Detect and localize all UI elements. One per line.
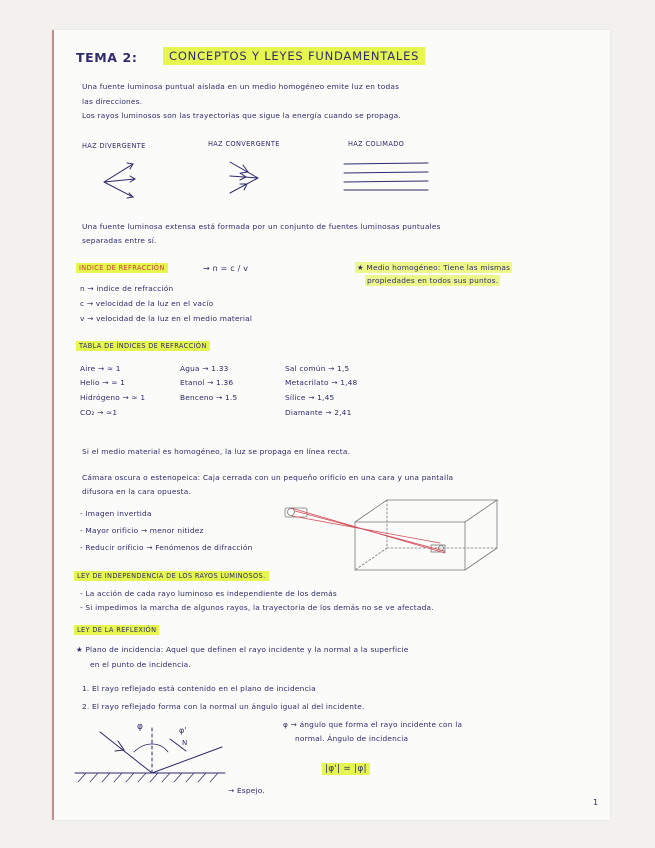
- tabla-item: Diamante → 2,41: [285, 408, 352, 417]
- phi-label: φ: [137, 722, 144, 732]
- indice-def-c: c → velocidad de la luz en el vacío: [80, 299, 214, 308]
- reflexion-label: LEY DE LA REFLEXIÓN: [74, 627, 159, 634]
- tabla-item: Benceno → 1.5: [180, 393, 238, 402]
- indice-def-v: v → velocidad de la luz en el medio material: [80, 314, 253, 323]
- phi-prime-label: φ': [179, 726, 187, 735]
- beam-label-colimado: HAZ COLIMADO: [348, 140, 405, 148]
- tabla-item: Etanol → 1.36: [180, 378, 234, 387]
- indice-label: INDICE DE REFRACCIÓN: [76, 265, 168, 272]
- mirror-label: → Espejo.: [228, 786, 265, 795]
- indice-def-n: n → indice de refracción: [80, 284, 174, 293]
- recta-statement: Si el medio material es homogéneo, la luz se propaga en línea recta.: [82, 447, 351, 456]
- camara-bullet: - Imagen invertida: [80, 509, 152, 518]
- plano-incidencia-line-1: ★ Plano de incidencia: Aquel que definen el rayo incidente y la normal a la superficie: [76, 645, 409, 654]
- tabla-item: Metacrilato → 1,48: [285, 378, 358, 387]
- independencia-line-2: - Si impedimos la marcha de algunos rayos, la trayectoria de los demás no se ve afectada.: [80, 603, 434, 612]
- phi-definition-2: normal. Ángulo de incidencia: [295, 734, 409, 743]
- plano-incidencia-line-2: en el punto de incidencia.: [90, 660, 191, 669]
- reflection-angle-arc: [152, 744, 168, 752]
- reflexion-law-1: 1. El rayo reflejado está contenido en el plano de incidencia: [82, 684, 316, 693]
- tabla-item: CO₂ → ≈1: [80, 408, 118, 417]
- medio-homogeneo-note-2: propiedades en todos sus puntos.: [367, 276, 499, 285]
- tabla-item: Sal común → 1,5: [285, 364, 350, 373]
- intro-line-2: las direcciones.: [82, 97, 143, 106]
- phi-definition-1: φ → ángulo que forma el rayo incidente con la: [283, 720, 463, 729]
- beam-label-divergente: HAZ DIVERGENTE: [82, 142, 146, 150]
- indice-formula: → n = c / v: [203, 264, 249, 273]
- tabla-item: Aire → ≈ 1: [80, 364, 121, 373]
- tabla-item: Sílice → 1,45: [285, 393, 335, 402]
- beam-label-convergente: HAZ CONVERGENTE: [208, 140, 280, 148]
- extensa-line-1: Una fuente luminosa extensa está formada por un conjunto de fuentes luminosas puntuales: [82, 222, 441, 231]
- camara-line-1: Cámara oscura o estenopeica: Caja cerrada con un pequeño orificio en una cara y una pantalla: [82, 473, 454, 482]
- tabla-item: Agua → 1.33: [180, 364, 229, 373]
- camara-bullet: - Reducir orificio → Fenómenos de difracción: [80, 543, 253, 552]
- intro-line-1: Una fuente luminosa puntual aislada en un medio homogéneo emite luz en todas: [82, 82, 400, 91]
- intro-line-3: Los rayos luminosos son las trayectorias que sigue la energía cuando se propaga.: [82, 111, 401, 120]
- independencia-line-1: - La acción de cada rayo luminoso es independiente de los demás: [80, 589, 337, 598]
- camara-line-2: difusora en la cara opuesta.: [82, 487, 192, 496]
- reflected-ray: [152, 747, 222, 773]
- tabla-item: Helio → ≈ 1: [80, 378, 126, 387]
- reflection-equation: |φ'| = |φ|: [322, 765, 370, 775]
- mirror-hatching: [78, 773, 218, 782]
- incidence-angle-arc: [134, 744, 152, 752]
- extensa-line-2: separadas entre sí.: [82, 236, 157, 245]
- normal-n-label: N: [182, 739, 188, 747]
- tabla-item: Hidrógeno → ≈ 1: [80, 393, 146, 402]
- reflexion-law-2: 2. El rayo reflejado forma con la normal un ángulo igual al del incidente.: [82, 702, 365, 711]
- page-number: 1: [593, 798, 599, 807]
- page-title: TEMA 2:: [76, 50, 138, 65]
- tabla-label: TABLA DE ÍNDICES DE REFRACCIÓN: [76, 343, 210, 350]
- camara-bullet: - Mayor orificio → menor nitidez: [80, 526, 204, 535]
- page-subtitle: CONCEPTOS Y LEYES FUNDAMENTALES: [163, 47, 425, 65]
- independencia-label: LEY DE INDEPENDENCIA DE LOS RAYOS LUMINOSOS.: [74, 573, 269, 580]
- incident-ray: [100, 732, 152, 773]
- medio-homogeneo-note-1: ★ Medio homogéneo: Tiene las mismas: [357, 263, 511, 272]
